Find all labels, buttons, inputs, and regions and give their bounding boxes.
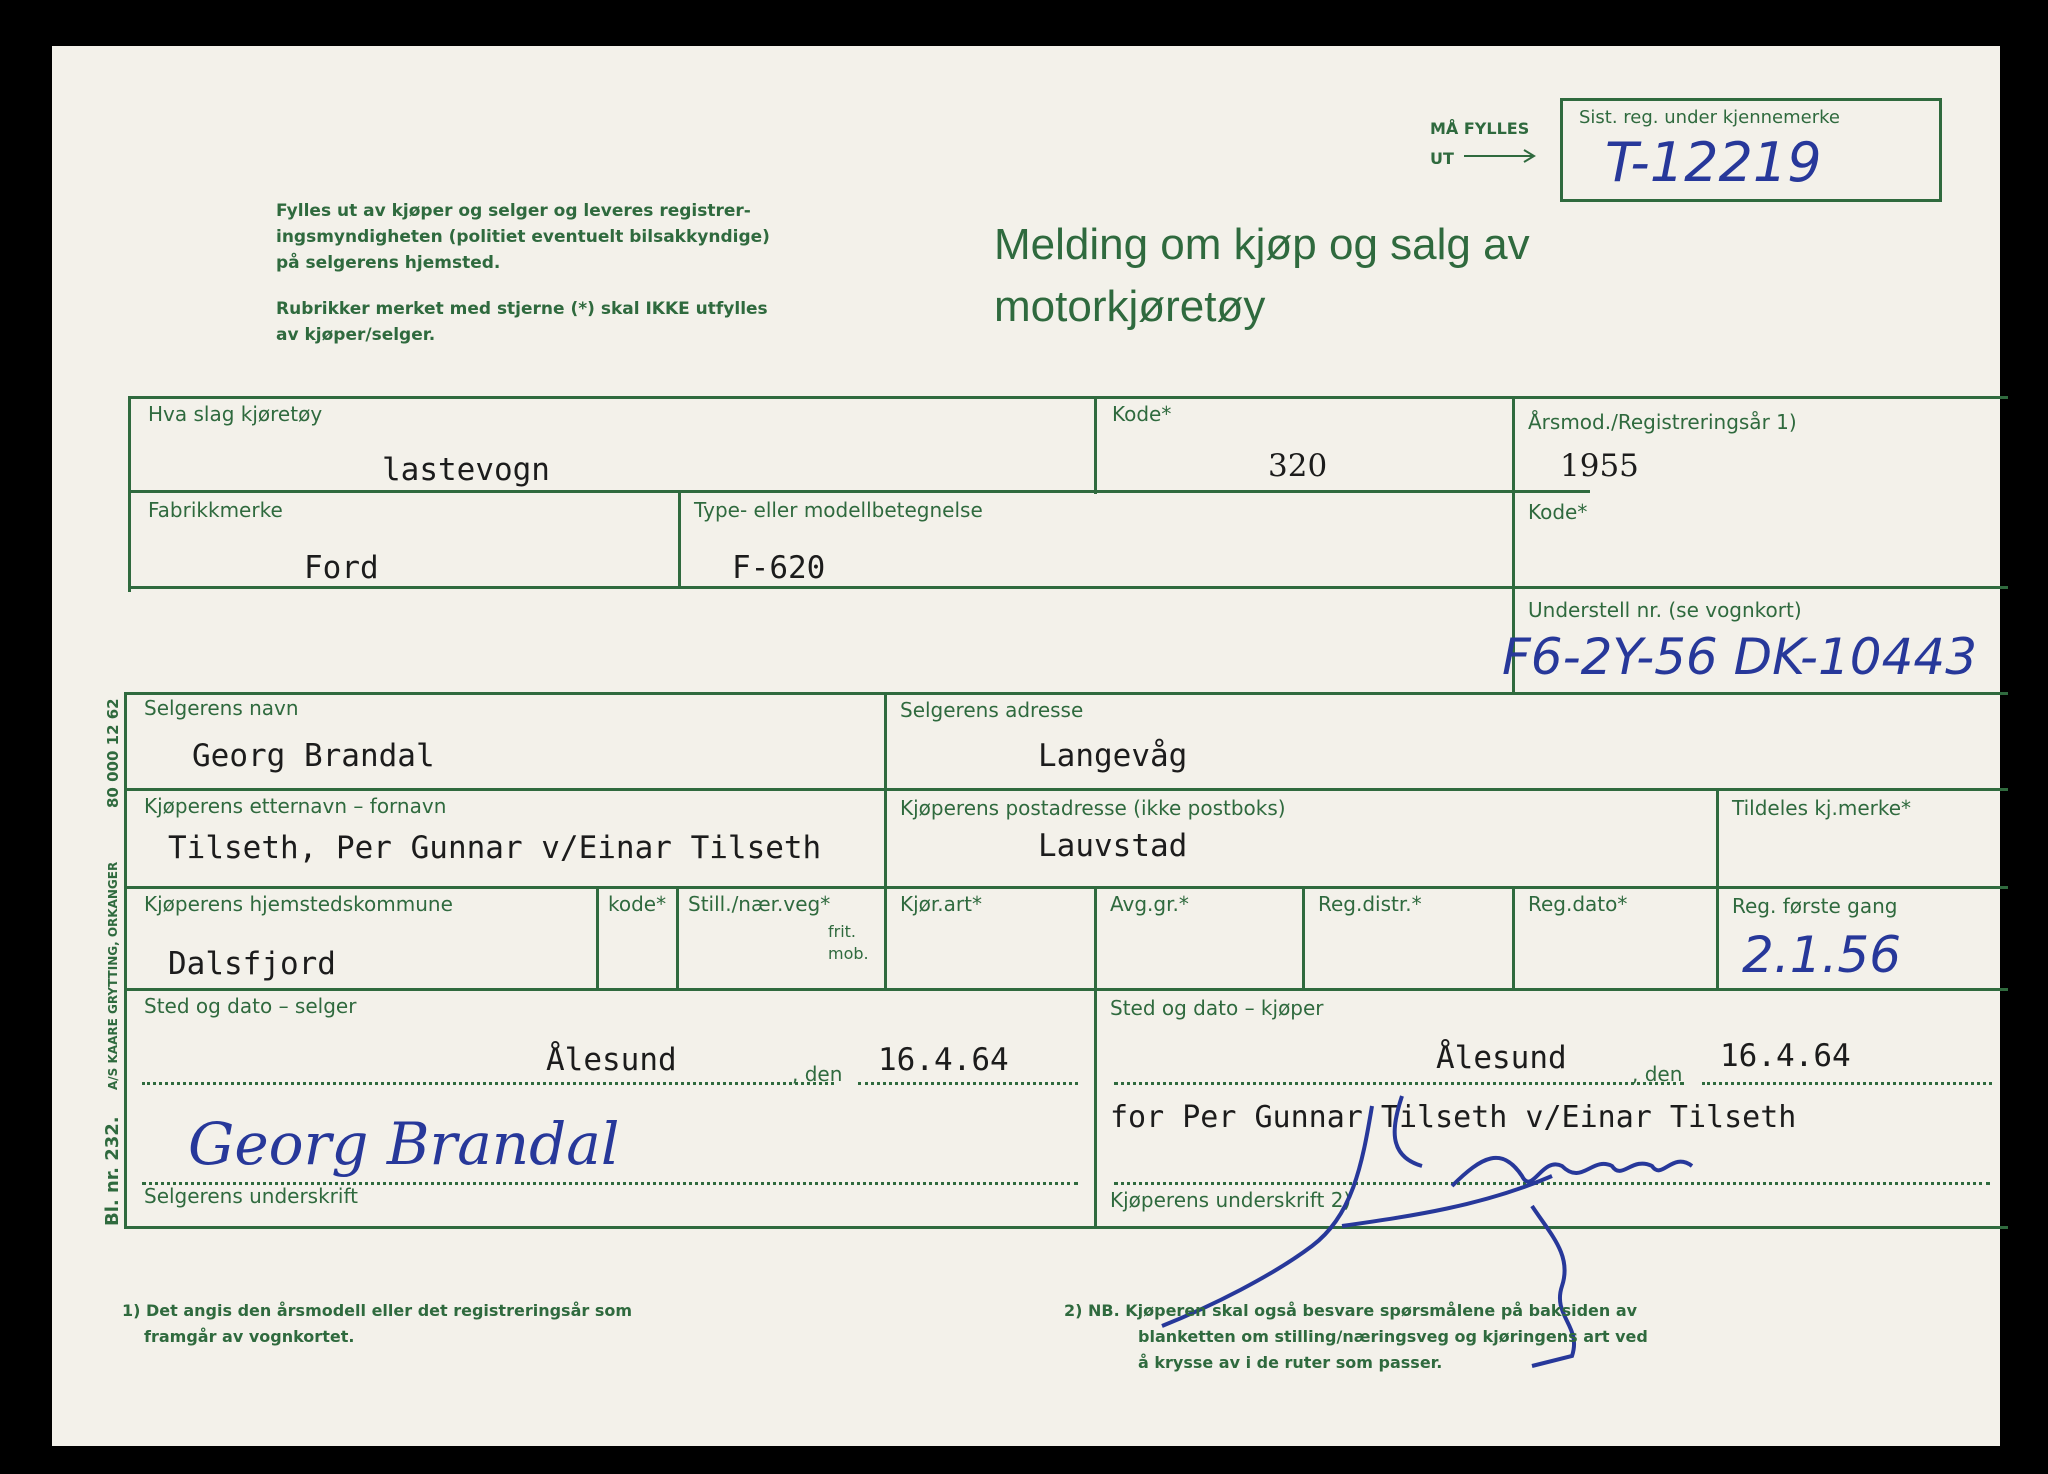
model-value: F-620 (732, 550, 826, 586)
still-label: Still./nær.veg* (688, 892, 831, 916)
rule (128, 396, 131, 592)
sist-reg-label: Sist. reg. under kjennemerke (1579, 107, 1840, 128)
kode-label: kode* (608, 892, 667, 916)
form-code: 80 000 12 62 (104, 698, 122, 808)
seller-address-label: Selgerens adresse (900, 698, 1084, 722)
form-number: Bl. nr. 232. (102, 1116, 123, 1226)
kjorart-label: Kjør.art* (900, 892, 982, 916)
municipality-value: Dalsfjord (168, 946, 336, 982)
buyer-postal-label: Kjøperens postadresse (ikke postboks) (900, 796, 1286, 820)
rule (1716, 788, 1719, 988)
rule (124, 988, 2008, 991)
instruction-line: Fylles ut av kjøper og selger og leveres registrer- (276, 201, 751, 221)
instruction-line: ingsmyndigheten (politiet eventuelt bilsakkyndige) (276, 227, 770, 247)
rule (1302, 888, 1305, 988)
rule (124, 692, 127, 1229)
year-value: 1955 (1560, 448, 1639, 484)
ma-fylles-label: MÅ FYLLES (1430, 119, 1530, 138)
mob-label: mob. (828, 944, 869, 963)
title-line-1: Melding om kjøp og salg av (994, 220, 1530, 269)
form-title (994, 214, 1530, 338)
footnote-line: 1) Det angis den årsmodell eller det registreringsår som (122, 1301, 633, 1320)
avggr-label: Avg.gr.* (1110, 892, 1189, 916)
dotted-line (858, 1082, 1078, 1085)
buyer-name-value: Tilseth, Per Gunnar v/Einar Tilseth (168, 830, 822, 866)
first-reg-label: Reg. første gang (1732, 894, 1898, 918)
code-value: 320 (1268, 448, 1328, 484)
rule (1094, 888, 1097, 1226)
seller-name-label: Selgerens navn (144, 696, 299, 720)
footnote-2 (1064, 1298, 1648, 1376)
rule (124, 692, 2008, 695)
ut-label: UT (1430, 149, 1454, 168)
first-reg-value: 2.1.56 (1742, 926, 1902, 984)
rule (1512, 888, 1515, 988)
buyer-date: 16.4.64 (1720, 1038, 1851, 1074)
seller-signature: Georg Brandal (188, 1110, 620, 1178)
rule (1512, 586, 2008, 589)
seller-place: Ålesund (546, 1042, 677, 1078)
note (276, 296, 768, 348)
rule (678, 492, 681, 588)
year-label: Årsmod./Registreringsår 1) (1528, 410, 1797, 434)
instruction-line: på selgerens hjemsted. (276, 253, 501, 273)
seller-place-label: Sted og dato – selger (144, 994, 357, 1018)
dotted-line (142, 1082, 834, 1085)
instructions (276, 198, 770, 276)
frit-label: frit. (828, 922, 857, 941)
buyer-den: , den (1632, 1062, 1683, 1086)
buyer-postal-value: Lauvstad (1038, 828, 1188, 864)
buyer-place: Ålesund (1436, 1040, 1567, 1076)
buyer-for: for Per Gunnar Tilseth v/Einar Tilseth (1110, 1100, 1797, 1135)
chassis-label: Understell nr. (se vognkort) (1528, 598, 1802, 622)
rule (1094, 396, 1097, 494)
footnote-line: 2) NB. Kjøperen skal også besvare spørsmålene på baksiden av (1064, 1301, 1638, 1320)
rule (124, 788, 2008, 791)
vehicle-type-value: lastevogn (382, 452, 550, 488)
buyer-place-label: Sted og dato – kjøper (1110, 996, 1324, 1020)
buyer-signature-label: Kjøperens underskrift 2) (1110, 1188, 1352, 1212)
model-label: Type- eller modellbetegnelse (694, 498, 983, 522)
seller-address-value: Langevåg (1038, 738, 1188, 774)
rule (676, 888, 679, 988)
seller-signature-label: Selgerens underskrift (144, 1184, 358, 1208)
seller-date: 16.4.64 (878, 1042, 1009, 1078)
footnote-line: blanketten om stilling/næringsveg og kjøringens art ved (1138, 1327, 1648, 1346)
rule (124, 886, 2008, 889)
buyer-name-label: Kjøperens etternavn – fornavn (144, 794, 447, 818)
sist-reg-box (1560, 98, 1942, 202)
rule (128, 490, 1590, 493)
code-label: Kode* (1112, 402, 1172, 426)
regdato-label: Reg.dato* (1528, 892, 1628, 916)
note-line: Rubrikker merket med stjerne (*) skal IKKE utfylles (276, 299, 768, 319)
rule (884, 692, 887, 988)
sist-reg-value: T-12219 (1605, 131, 1822, 194)
arrow-right-icon (1462, 146, 1542, 166)
plate-label: Tildeles kj.merke* (1732, 796, 1912, 820)
footnote-1 (122, 1298, 632, 1350)
printer-name: A/S KAARE GRYTTING, ORKANGER (106, 861, 120, 1090)
rule (128, 396, 2008, 399)
title-line-2: motorkjøretøy (994, 282, 1266, 331)
rule (596, 888, 599, 988)
vehicle-type-label: Hva slag kjøretøy (148, 402, 323, 426)
seller-den: , den (792, 1062, 843, 1086)
code2-label: Kode* (1528, 500, 1588, 524)
chassis-value: F6-2Y-56 DK-10443 (1502, 628, 1977, 686)
form-paper (52, 46, 2000, 1446)
regdistr-label: Reg.distr.* (1318, 892, 1422, 916)
municipality-label: Kjøperens hjemstedskommune (144, 892, 453, 916)
footnote-line: framgår av vognkortet. (144, 1327, 355, 1346)
make-value: Ford (304, 550, 379, 586)
rule (128, 586, 1590, 589)
note-line: av kjøper/selger. (276, 325, 436, 345)
make-label: Fabrikkmerke (148, 498, 283, 522)
seller-name-value: Georg Brandal (192, 738, 435, 774)
footnote-line: å krysse av i de ruter som passer. (1138, 1353, 1443, 1372)
